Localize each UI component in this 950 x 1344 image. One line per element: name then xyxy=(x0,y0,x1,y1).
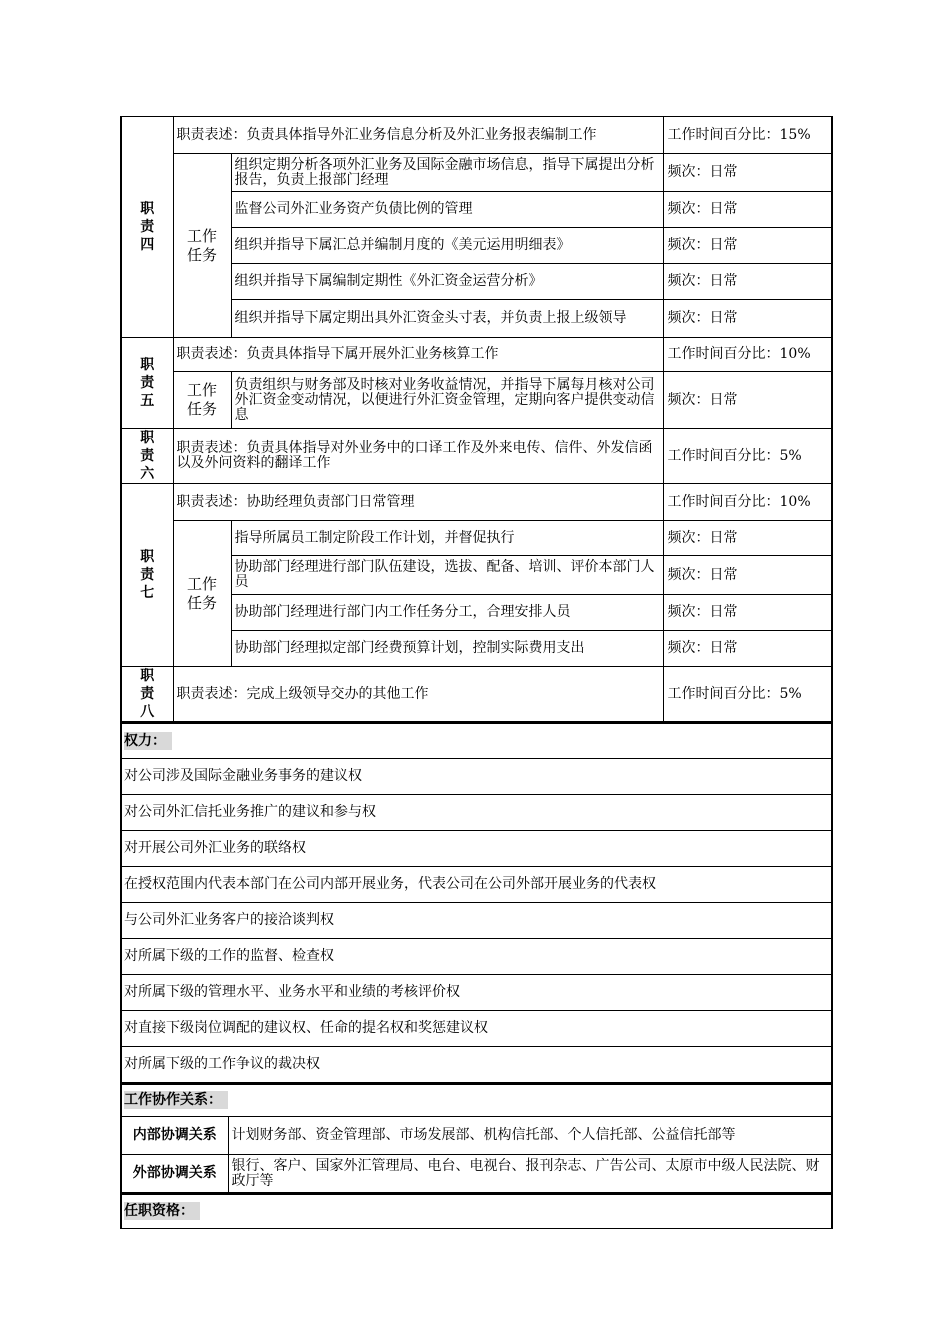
duty-7-label: 职 责 七 xyxy=(121,484,173,667)
power-item: 对所属下级的工作的监督、检查权 xyxy=(121,938,832,974)
duty-7-task-4: 协助部门经理拟定部门经费预算计划，控制实际费用支出 xyxy=(231,631,663,667)
duty-8-description: 职责表述：完成上级领导交办的其他工作 xyxy=(173,667,663,722)
internal-relations-value: 计划财务部、资金管理部、市场发展部、机构信托部、个人信托部、公益信托部等 xyxy=(228,1117,832,1155)
internal-relations-label: 内部协调关系 xyxy=(121,1117,228,1155)
duty-5-description: 职责表述：负责具体指导下属开展外汇业务核算工作 xyxy=(173,338,663,372)
external-relations-label: 外部协调关系 xyxy=(121,1155,228,1193)
duty-5-time-percent: 工作时间百分比：10% xyxy=(663,338,832,372)
duty-8-label: 职 责 八 xyxy=(121,667,173,722)
duty-7-task-3-freq: 频次：日常 xyxy=(663,595,832,631)
duty-4-task-1-freq: 频次：日常 xyxy=(663,154,832,192)
relations-title: 工作协作关系： xyxy=(124,1091,228,1109)
duty-5-task-1-freq: 频次：日常 xyxy=(663,372,832,429)
duty-4-label: 职 责 四 xyxy=(121,117,173,338)
duty-7-task-2-freq: 频次：日常 xyxy=(663,556,832,595)
duty-7-task-1: 指导所属员工制定阶段工作计划，并督促执行 xyxy=(231,521,663,556)
duty-4-description: 职责表述：负责具体指导外汇业务信息分析及外汇业务报表编制工作 xyxy=(173,117,663,154)
duty-4-task-4: 组织并指导下属编制定期性《外汇资金运营分析》 xyxy=(231,264,663,300)
job-description-page xyxy=(120,116,831,1229)
duty-7-task-2: 协助部门经理进行部门队伍建设，选拔、配备、培训、评价本部门人员 xyxy=(231,556,663,595)
power-item: 在授权范围内代表本部门在公司内部开展业务，代表公司在公司外部开展业务的代表权 xyxy=(121,866,832,902)
qualifications-title: 任职资格： xyxy=(124,1202,200,1220)
power-item: 对直接下级岗位调配的建议权、任命的提名权和奖惩建议权 xyxy=(121,1010,832,1046)
power-item: 对公司外汇信托业务推广的建议和参与权 xyxy=(121,794,832,830)
duty-6-time-percent: 工作时间百分比：5% xyxy=(663,429,832,484)
duties-table xyxy=(120,116,833,722)
duty-5-task-1: 负责组织与财务部及时核对业务收益情况，并指导下属每月核对公司外汇资金变动情况，以便进行外汇资金管理，定期向客户提供变动信息 xyxy=(231,372,663,429)
qualifications-table xyxy=(120,1193,833,1229)
duty-7-task-4-freq: 频次：日常 xyxy=(663,631,832,667)
powers-table xyxy=(120,722,833,1083)
duty-5-task-label: 工作 任务 xyxy=(173,372,231,429)
duty-6-description: 职责表述：负责具体指导对外业务中的口译工作及外来电传、信件、外发信函以及外问资料的翻译工作 xyxy=(173,429,663,484)
powers-title: 权力： xyxy=(124,732,172,750)
duty-4-task-5-freq: 频次：日常 xyxy=(663,300,832,338)
qualifications-section-header xyxy=(121,1194,832,1228)
duty-4-task-3-freq: 频次：日常 xyxy=(663,228,832,264)
duty-4-task-2: 监督公司外汇业务资产负债比例的管理 xyxy=(231,192,663,228)
duty-8-time-percent: 工作时间百分比：5% xyxy=(663,667,832,722)
powers-section-header xyxy=(121,723,832,758)
duty-4-time-percent: 工作时间百分比：15% xyxy=(663,117,832,154)
duty-7-task-1-freq: 频次：日常 xyxy=(663,521,832,556)
duty-4-task-3: 组织并指导下属汇总并编制月度的《美元运用明细表》 xyxy=(231,228,663,264)
relations-section-header xyxy=(121,1084,832,1117)
duty-4-task-5: 组织并指导下属定期出具外汇资金头寸表，并负责上报上级领导 xyxy=(231,300,663,338)
external-relations-value: 银行、客户、国家外汇管理局、电台、电视台、报刊杂志、广告公司、太原市中级人民法院、财政厅等 xyxy=(228,1155,832,1193)
power-item: 与公司外汇业务客户的接洽谈判权 xyxy=(121,902,832,938)
duty-4-task-label: 工作 任务 xyxy=(173,154,231,338)
duty-4-task-4-freq: 频次：日常 xyxy=(663,264,832,300)
duty-6-label: 职 责 六 xyxy=(121,429,173,484)
power-item: 对开展公司外汇业务的联络权 xyxy=(121,830,832,866)
duty-7-task-3: 协助部门经理进行部门内工作任务分工，合理安排人员 xyxy=(231,595,663,631)
duty-7-time-percent: 工作时间百分比：10% xyxy=(663,484,832,521)
power-item: 对所属下级的工作争议的裁决权 xyxy=(121,1046,832,1082)
duty-7-description: 职责表述：协助经理负责部门日常管理 xyxy=(173,484,663,521)
duty-5-label: 职 责 五 xyxy=(121,338,173,429)
duty-4-task-1: 组织定期分析各项外汇业务及国际金融市场信息，指导下属提出分析报告，负责上报部门经理 xyxy=(231,154,663,192)
duty-4-task-2-freq: 频次：日常 xyxy=(663,192,832,228)
duty-7-task-label: 工作 任务 xyxy=(173,521,231,667)
relations-table xyxy=(120,1083,833,1194)
power-item: 对所属下级的管理水平、业务水平和业绩的考核评价权 xyxy=(121,974,832,1010)
power-item: 对公司涉及国际金融业务事务的建议权 xyxy=(121,758,832,794)
